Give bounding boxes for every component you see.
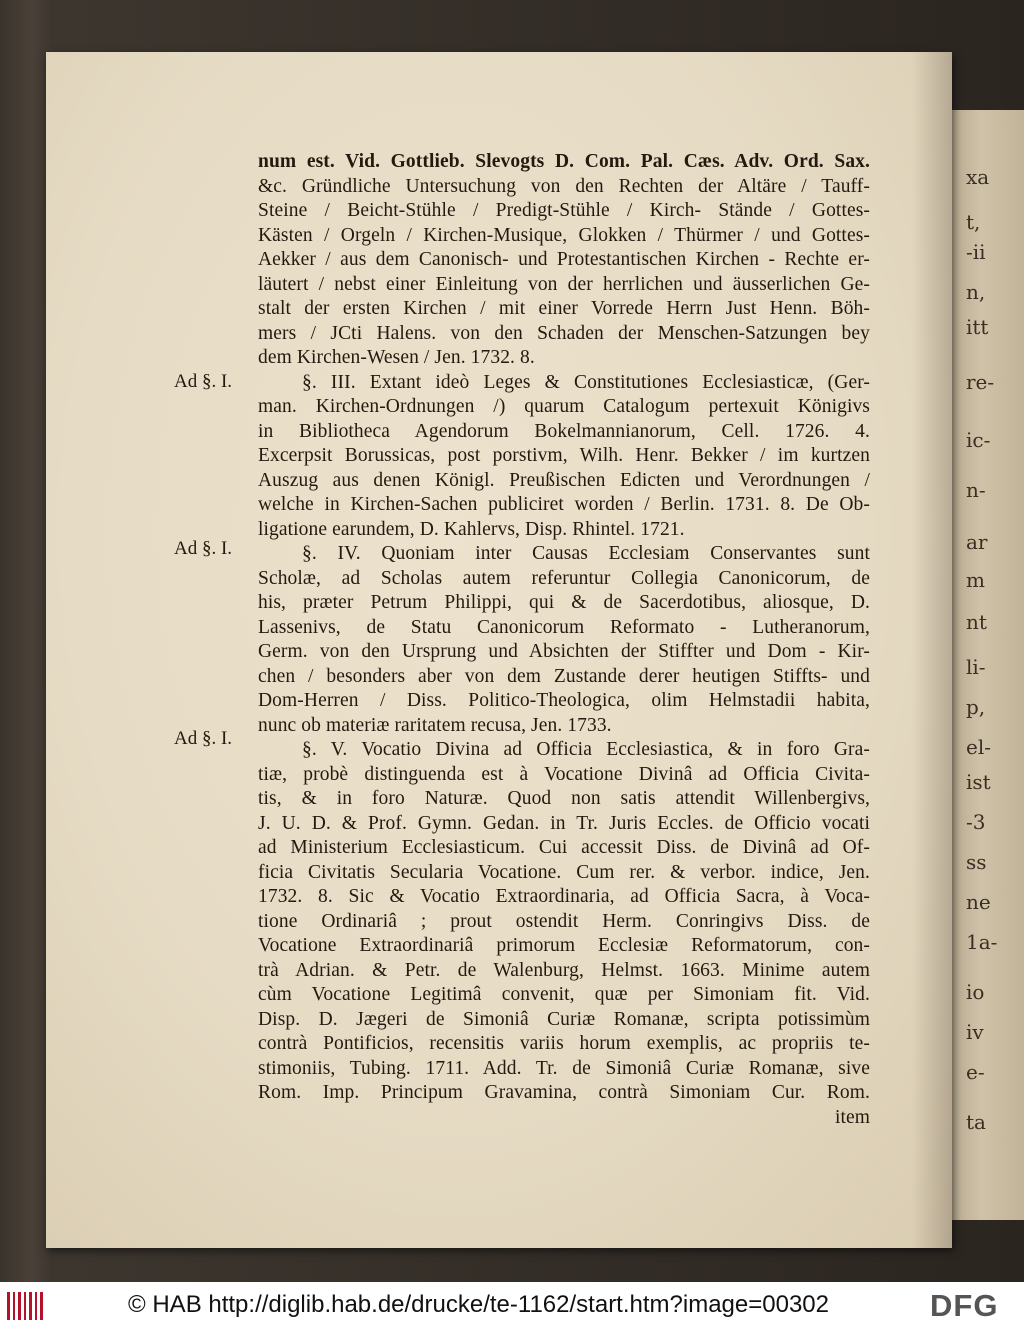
adjacent-fragment: e- — [966, 1060, 985, 1084]
text-line: stimoniis, Tubing. 1711. Add. Tr. de Simoniâ Curiæ Romanæ, sive — [258, 1057, 870, 1079]
adjacent-fragment: -ii — [966, 240, 986, 264]
adjacent-fragment: nt — [966, 610, 987, 634]
hab-barcode-icon — [6, 1290, 44, 1322]
adjacent-fragment: ic- — [966, 428, 991, 452]
adjacent-fragment: ar — [966, 530, 988, 554]
text-line: Rom. Imp. Principum Gravamina, contrà Simoniam Cur. Rom. — [258, 1082, 870, 1103]
adjacent-fragment: m — [966, 568, 985, 592]
text-line: Aekker / aus dem Canonisch- und Protestantischen Kirchen - Rechte er- — [258, 249, 870, 270]
text-line: contrà Pontificios, recensitis variis horum exemplis, ac propriis te- — [258, 1033, 870, 1054]
text-line: trà Adrian. & Petr. de Walenburg, Helmst. 1663. Minime autem — [258, 959, 870, 981]
text-line: Dom-Herren / Diss. Politico-Theologica, olim Helmstadii habita, — [258, 690, 870, 711]
text-line: tis, & in foro Naturæ. Quod non satis attendit Willenbergivs, — [258, 788, 870, 809]
adjacent-fragment: t, — [966, 210, 981, 234]
adjacent-page-edge — [952, 110, 1024, 1220]
text-line: tiæ, probè distinguenda est à Vocatione Divinâ ad Officia Civita- — [258, 763, 870, 785]
adjacent-fragment: ta — [966, 1110, 986, 1134]
text-line: Scholæ, ad Scholas autem referuntur Collegia Canonicorum, de — [258, 567, 870, 589]
adjacent-fragment: re- — [966, 370, 995, 394]
text-line: man. Kirchen-Ordnungen /) quarum Catalogum pertexuit Königivs — [258, 396, 870, 417]
viewer-footer — [0, 1282, 1024, 1329]
text-line: welche in Kirchen-Sachen publiciret worden / Berlin. 1731. 8. De Ob- — [258, 494, 870, 515]
text-line: num est. Vid. Gottlieb. Slevogts D. Com. Pal. Cæs. Adv. Ord. Sax. — [258, 151, 870, 172]
text-line: §. V. Vocatio Divina ad Officia Ecclesiastica, & in foro Gra- — [302, 739, 870, 760]
text-line: Excerpsit Borussicas, post porstivm, Wilh. Henr. Bekker / im kurtzen — [258, 445, 870, 466]
text-line: Disp. D. Jægeri de Simoniâ Curiæ Romanæ, scripta potissimùm — [258, 1008, 870, 1030]
text-line: in Bibliotheca Agendorum Bokelmannianorum, Cell. 1726. 4. — [258, 420, 870, 442]
margin-note: Ad §. I. — [174, 538, 233, 559]
adjacent-fragment: p, — [966, 695, 986, 719]
text-line: 1732. 8. Sic & Vocatio Extraordinaria, ad Officia Sacra, à Voca- — [258, 886, 870, 907]
text-line: cùm Vocatione Legitimâ convenit, quæ per Simoniam fit. Vid. — [258, 984, 870, 1005]
copyright-url: © HAB http://diglib.hab.de/drucke/te-1162/start.htm?image=00302 — [128, 1291, 829, 1318]
text-line: chen / besonders aber von dem Zustande derer heutigen Stiffts- und — [258, 665, 870, 687]
text-line: nunc ob materiæ raritatem recusa, Jen. 1733. — [258, 714, 612, 736]
catchword: item — [834, 1106, 870, 1128]
text-line: Lassenivs, de Statu Canonicorum Reformato - Lutheranorum, — [258, 616, 870, 638]
adjacent-fragment: xa — [966, 165, 990, 189]
margin-note: Ad §. I. — [174, 371, 233, 392]
text-line: ligatione earundem, D. Kahlervs, Disp. Rhintel. 1721. — [258, 518, 685, 540]
text-line: mers / JCti Halens. von den Schaden der Menschen-Satzungen bey — [258, 322, 870, 344]
text-line: Auszug aus denen Königl. Preußischen Edicten und Verordnungen / — [258, 469, 870, 491]
text-line: ficia Civitatis Secularia Vocatione. Cum rer. & verbor. indice, Jen. — [258, 861, 870, 883]
margin-note: Ad §. I. — [174, 728, 233, 749]
adjacent-fragment: n- — [966, 478, 986, 502]
text-line: &c. Gründliche Untersuchung von den Rechten der Altäre / Tauff- — [258, 175, 870, 197]
dfg-logo: DFG — [930, 1288, 999, 1323]
adjacent-fragment: itt — [966, 315, 989, 339]
text-line: Steine / Beicht-Stühle / Predigt-Stühle / Kirch- Stände / Gottes- — [258, 200, 870, 221]
text-line: §. III. Extant ideò Leges & Constitutiones Ecclesiasticæ, (Ger- — [302, 371, 870, 393]
adjacent-fragment: -3 — [966, 810, 986, 834]
text-line: J. U. D. & Prof. Gymn. Gedan. in Tr. Juris Eccles. de Officio vocati — [258, 812, 870, 834]
text-line: ad Ministerium Ecclesiasticum. Cui accessit Diss. de Divinâ ad Of- — [258, 837, 870, 858]
text-line: his, præter Petrum Philippi, qui & de Sacerdotibus, aliosque, D. — [258, 592, 870, 613]
text-line: stalt der ersten Kirchen / mit einer Vorrede Herrn Just Henn. Böh- — [258, 298, 870, 319]
adjacent-fragment: el- — [966, 735, 991, 759]
text-line: Vocatione Extraordinariâ primorum Ecclesiæ Reformatorum, con- — [258, 935, 870, 956]
text-line: §. IV. Quoniam inter Causas Ecclesiam Conservantes sunt — [302, 543, 870, 564]
adjacent-fragment: 1a- — [966, 930, 998, 954]
adjacent-fragment: li- — [966, 655, 986, 679]
adjacent-fragment: ss — [966, 850, 987, 874]
adjacent-fragment: io — [966, 980, 985, 1004]
text-line: läutert / nebst einer Einleitung von der herrlichen und äusserlichen Ge- — [258, 273, 870, 295]
page-text-block — [258, 150, 870, 1130]
adjacent-fragment: ist — [966, 770, 991, 794]
adjacent-fragment: ne — [966, 890, 991, 914]
adjacent-fragment: n, — [966, 280, 986, 304]
text-line: tione Ordinariâ ; prout ostendit Herm. Conringivs Diss. de — [258, 910, 870, 932]
text-line: Kästen / Orgeln / Kirchen-Musique, Glokken / Thürmer / und Gottes- — [258, 224, 870, 246]
text-line: dem Kirchen-Wesen / Jen. 1732. 8. — [258, 347, 535, 368]
adjacent-fragment: iv — [966, 1020, 984, 1044]
text-line: Germ. von den Ursprung und Absichten der Stiffter und Dom - Kir- — [258, 641, 870, 662]
